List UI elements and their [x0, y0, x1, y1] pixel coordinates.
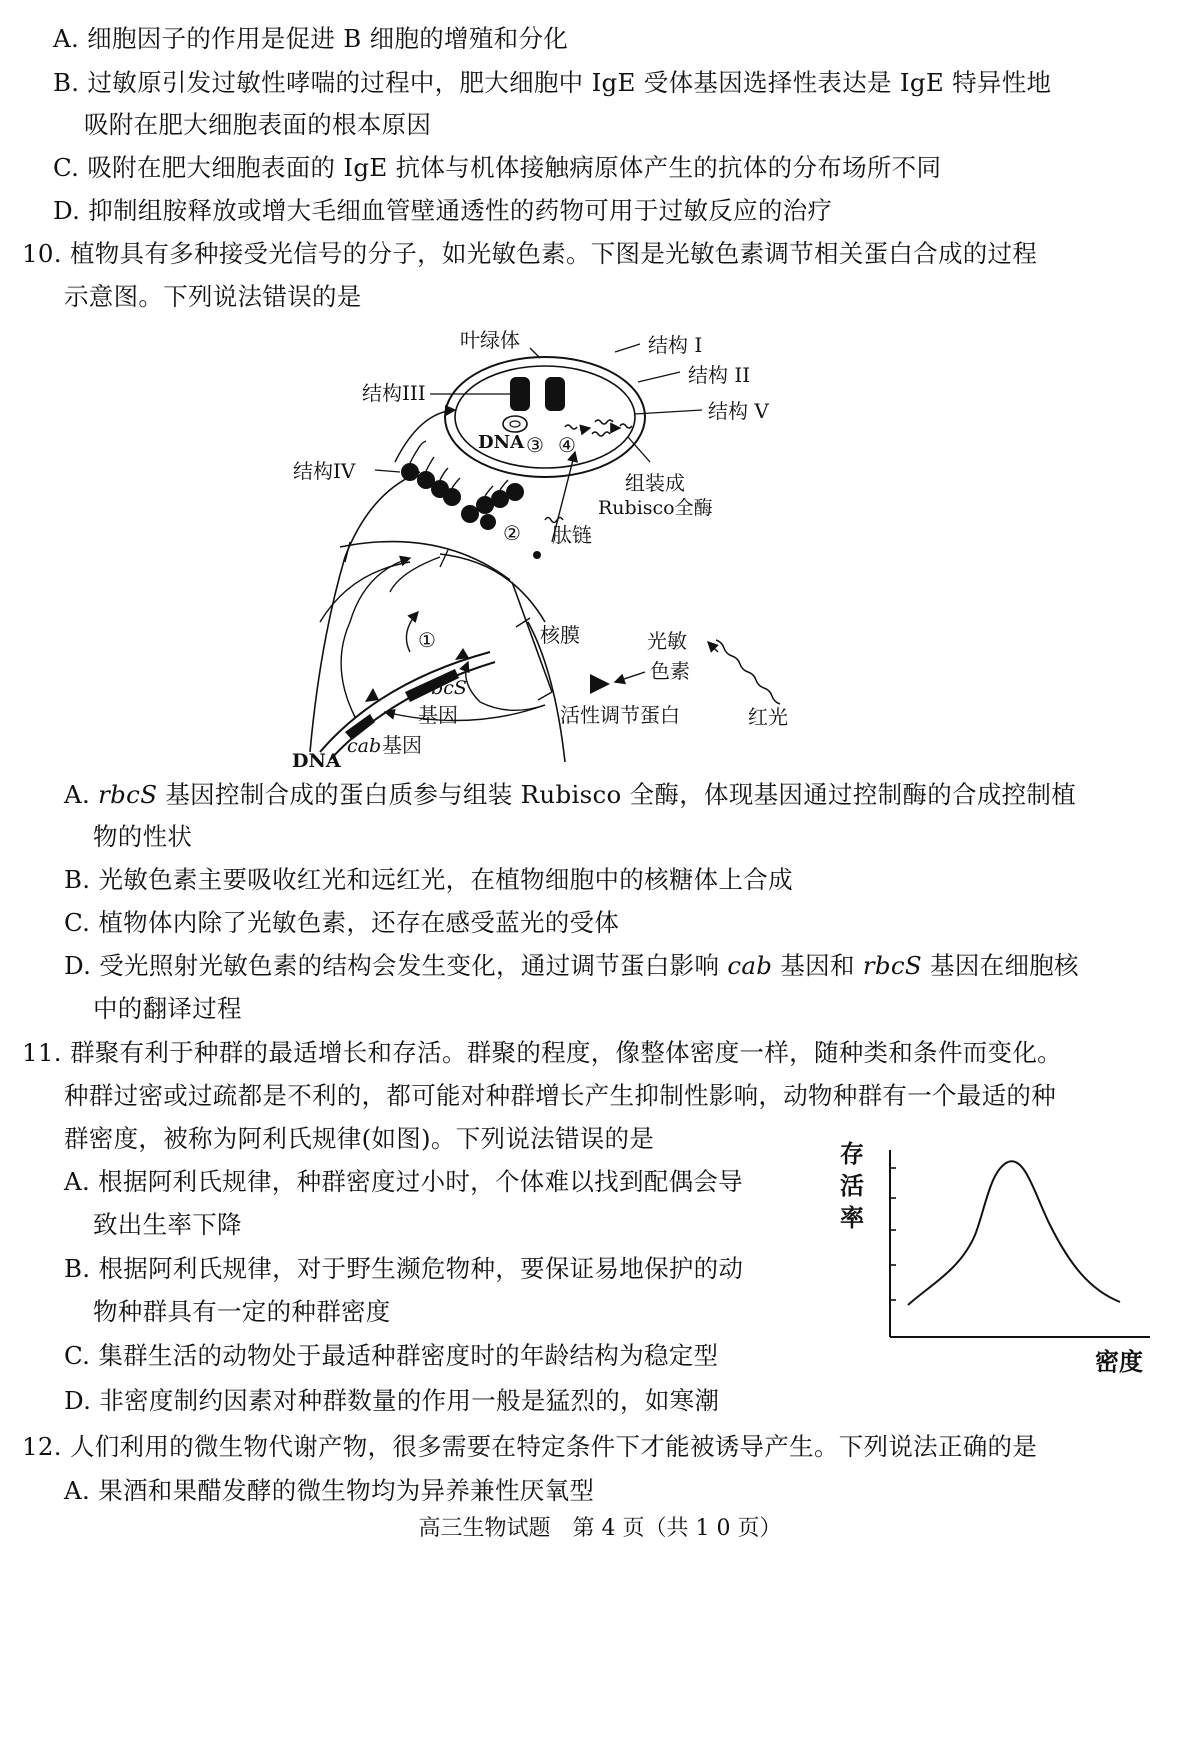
label-dna-chloroplast: DNA — [478, 432, 525, 453]
label-cab-gene: 基因 — [382, 733, 422, 757]
label-chloroplast: 叶绿体 — [460, 328, 520, 352]
q10-option-c: C. 植物体内除了光敏色素，还存在感受蓝光的受体 — [64, 908, 620, 937]
label-structure-5: 结构 V — [708, 399, 769, 423]
label-regulator-protein: 活性调节蛋白 — [560, 703, 680, 727]
label-red-light: 红光 — [748, 705, 788, 729]
y-label-char-3: 率 — [840, 1203, 864, 1232]
q10-option-b: B. 光敏色素主要吸收红光和远红光，在植物细胞中的核糖体上合成 — [64, 865, 793, 894]
allee-chart — [840, 1139, 1170, 1380]
label-step-3: ③ — [526, 433, 544, 457]
q9-option-b-line2: 吸附在肥大细胞表面的根本原因 — [84, 110, 432, 139]
y-label-char-2: 活 — [840, 1171, 864, 1200]
q10-option-d-line2: 中的翻译过程 — [93, 994, 242, 1023]
q11-option-b-line1: B. 根据阿利氏规律，对于野生濒危物种，要保证易地保护的动 — [64, 1254, 744, 1283]
q10-option-a-line1: A. rbcS 基因控制合成的蛋白质参与组装 Rubisco 全酶，体现基因通过控制酶的合成控制植 — [64, 780, 1077, 809]
q9-option-d: D. 抑制组胺释放或增大毛细血管壁通透性的药物可用于过敏反应的治疗 — [53, 196, 833, 225]
x-label: 密度 — [1095, 1347, 1143, 1376]
label-structure-4: 结构IV — [293, 459, 356, 483]
label-step-4: ④ — [558, 433, 576, 457]
q11-stem-line2: 种群过密或过疏都是不利的，都可能对种群增长产生抑制性影响，动物种群有一个最适的种 — [64, 1081, 1056, 1110]
q11-option-d: D. 非密度制约因素对种群数量的作用一般是猛烈的，如寒潮 — [64, 1386, 720, 1415]
label-cab: cab — [347, 735, 382, 757]
q10-stem-line1: 10. 植物具有多种接受光信号的分子，如光敏色素。下图是光敏色素调节相关蛋白合成的过程 — [22, 239, 1038, 268]
q9-option-b-line1: B. 过敏原引发过敏性哮喘的过程中，肥大细胞中 IgE 受体基因选择性表达是 IgE 特异性地 — [53, 68, 1052, 97]
q9-option-c: C. 吸附在肥大细胞表面的 IgE 抗体与机体接触病原体产生的抗体的分布场所不同 — [53, 153, 942, 182]
q12-stem: 12. 人们利用的微生物代谢产物，很多需要在特定条件下才能被诱导产生。下列说法正确的是 — [22, 1432, 1038, 1461]
label-structure-3: 结构III — [362, 381, 426, 405]
label-assemble: 组装成 — [625, 471, 685, 495]
q10-stem-line2: 示意图。下列说法错误的是 — [64, 282, 362, 311]
q11-stem-line1: 11. 群聚有利于种群的最适增长和存活。群聚的程度，像整体密度一样，随种类和条件而变化。 — [22, 1038, 1062, 1067]
page-footer: 高三生物试题 第 4 页（共 1 0 页） — [418, 1516, 782, 1541]
y-label-char-1: 存 — [840, 1139, 864, 1168]
label-nuclear-membrane: 核膜 — [540, 623, 580, 647]
label-gene: 基因 — [418, 703, 458, 727]
q11-option-a-line1: A. 根据阿利氏规律，种群密度过小时，个体难以找到配偶会导 — [64, 1167, 743, 1196]
label-phytochrome-2: 色素 — [650, 659, 690, 683]
label-structure-2: 结构 II — [688, 363, 751, 387]
q11-option-b-line2: 物种群具有一定的种群密度 — [93, 1297, 391, 1326]
label-rubisco: Rubisco全酶 — [598, 497, 713, 519]
q11-stem-line3: 群密度，被称为阿利氏规律(如图)。下列说法错误的是 — [64, 1124, 655, 1153]
q10-figure — [290, 322, 890, 770]
label-peptide: 肽链 — [552, 523, 592, 547]
survival-curve — [908, 1161, 1120, 1305]
label-step-1: ① — [418, 628, 436, 652]
label-structure-1: 结构 I — [648, 333, 703, 357]
q9-option-a: A. 细胞因子的作用是促进 B 细胞的增殖和分化 — [53, 24, 569, 53]
label-rbcs: rbcS — [422, 677, 467, 699]
q12-option-a: A. 果酒和果醋发酵的微生物均为异养兼性厌氧型 — [64, 1476, 595, 1505]
q10-option-d-line1: D. 受光照射光敏色素的结构会发生变化，通过调节蛋白影响 cab 基因和 rbcS 基因在细胞核 — [64, 951, 1079, 980]
q11-option-c: C. 集群生活的动物处于最适种群密度时的年龄结构为稳定型 — [64, 1341, 719, 1370]
label-dna-nucleus: DNA — [292, 750, 341, 772]
label-step-2: ② — [503, 521, 521, 545]
q10-option-a-line2: 物的性状 — [93, 822, 193, 851]
label-phytochrome-1: 光敏 — [647, 629, 687, 653]
q11-option-a-line2: 致出生率下降 — [93, 1210, 242, 1239]
